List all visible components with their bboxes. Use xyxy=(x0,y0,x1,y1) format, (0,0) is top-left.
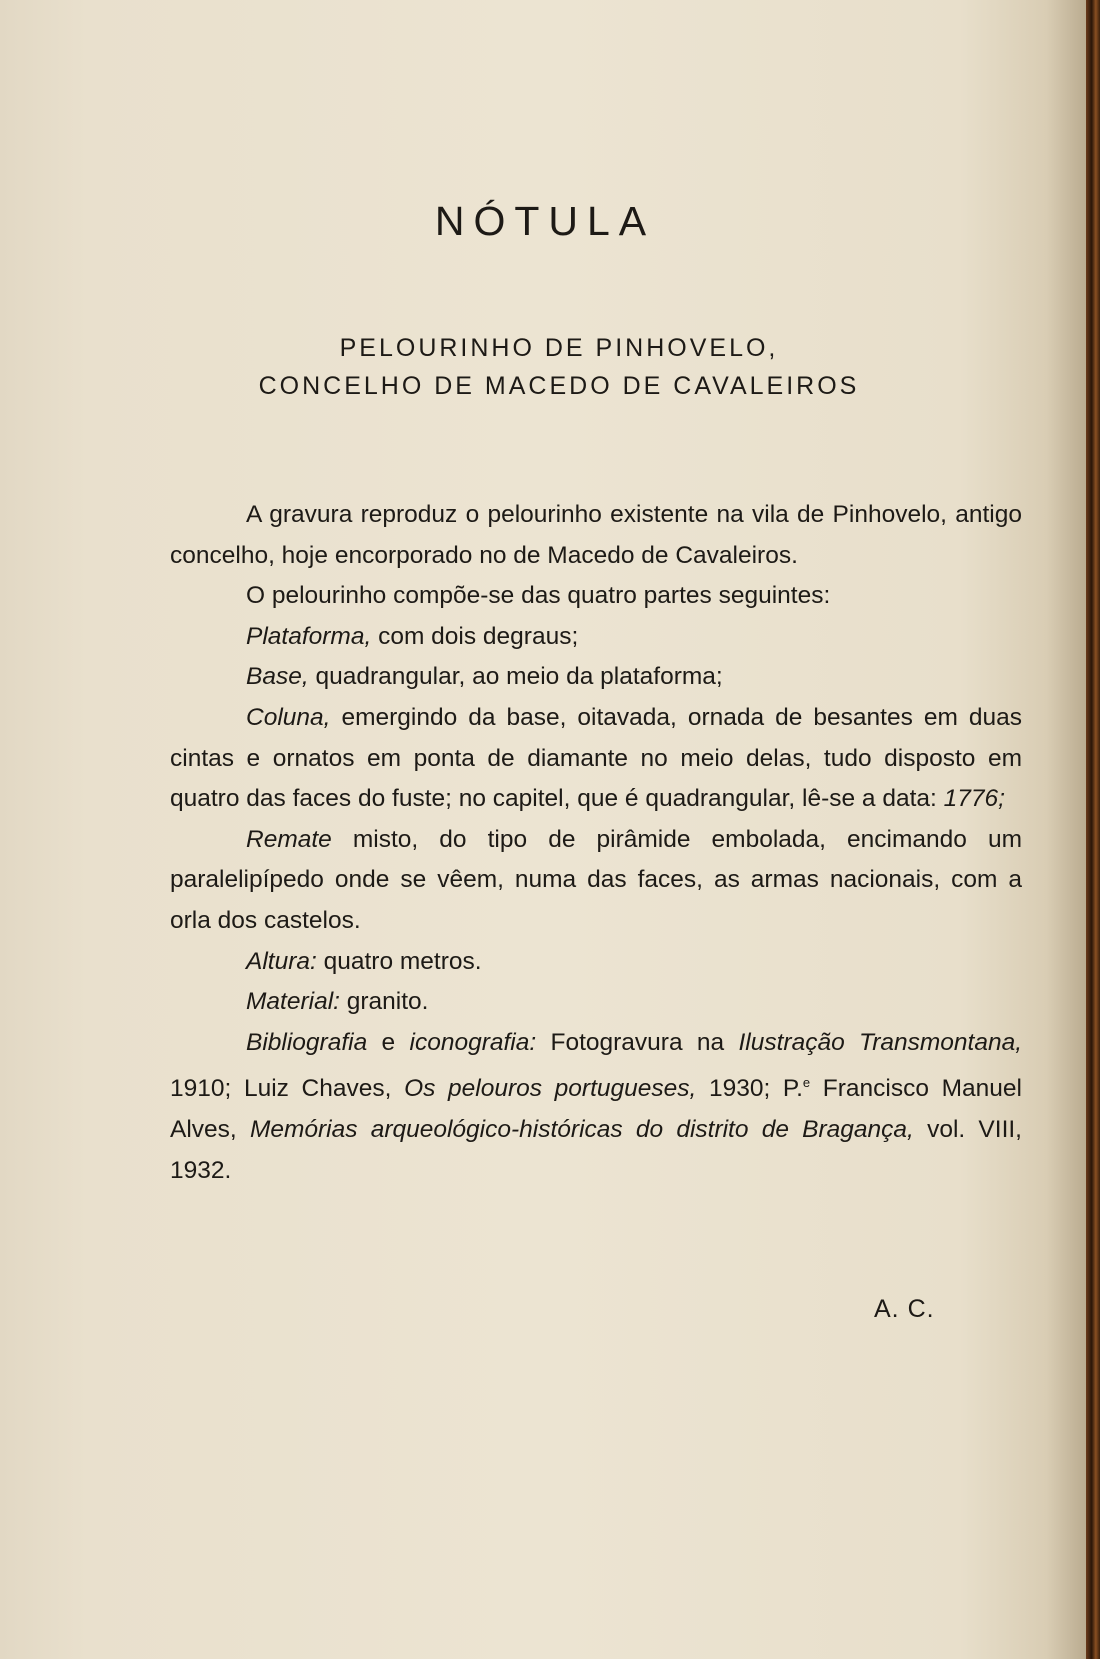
remate-label: Remate xyxy=(246,825,332,853)
iconografia-label: iconografia: xyxy=(409,1028,537,1056)
coluna-date: 1776; xyxy=(943,785,1005,813)
base-label: Base, xyxy=(246,663,309,691)
material-label: Material: xyxy=(246,988,340,1016)
bibliografia-text-2: 1910; Luiz Chaves, xyxy=(170,1075,405,1103)
coluna-text: emergindo da base, oitavada, ornada de besantes em duas cintas e ornatos em ponta de diamante no meio delas, tudo disposto em quatro das faces do fuste; no capitel, que é quadrangular, lê-se a data: xyxy=(170,703,1022,813)
author-signature: A. C. xyxy=(874,1295,935,1323)
bibliografia-text-4: Francisco Manuel Alves, xyxy=(170,1075,1022,1144)
book-spine-edge xyxy=(1086,0,1100,1659)
bibliografia-title-2: Os pelouros portugueses, xyxy=(404,1075,697,1103)
subtitle-line-2: CONCELHO DE MACEDO DE CAVALEIROS xyxy=(258,372,860,400)
bibliografia-title-1: Ilustração Transmontana, xyxy=(738,1028,1022,1056)
intro-paragraph: A gravura reproduz o pelourinho existente na vila de Pinhovelo, antigo concelho, hoje encorporado no de Macedo de Cavaleiros. xyxy=(170,501,1022,569)
bibliografia-superscript: e xyxy=(802,1075,811,1091)
plataforma-paragraph xyxy=(170,617,1022,658)
base-paragraph xyxy=(170,657,1022,698)
remate-text: misto, do tipo de pirâmide embolada, encimando um paralelipípedo onde se vêem, numa das faces, as armas nacionais, com a orla dos castelos. xyxy=(170,825,1022,934)
plataforma-text: com dois degraus; xyxy=(371,622,579,650)
bibliografia-text-5: vol. VIII, 1932. xyxy=(170,1116,1022,1184)
bibliografia-title-3: Memórias arqueológico-históricas do distrito de Bragança, xyxy=(249,1116,914,1144)
bibliografia-text-1: Fotogravura na xyxy=(536,1028,739,1056)
altura-label: Altura: xyxy=(246,947,317,975)
page-title: NÓTULA xyxy=(434,198,656,244)
altura-text: quatro metros. xyxy=(316,947,482,975)
material-text: granito. xyxy=(339,988,429,1016)
bibliografia-paragraph xyxy=(170,1023,1022,1192)
bibliografia-text-3: 1930; P. xyxy=(696,1075,803,1103)
coluna-label: Coluna, xyxy=(246,703,331,731)
parts-intro-paragraph: O pelourinho compõe-se das quatro partes seguintes: xyxy=(246,582,831,610)
bibliografia-label: Bibliografia xyxy=(246,1028,368,1056)
body-text xyxy=(170,495,1022,1191)
remate-paragraph xyxy=(170,820,1022,942)
material-paragraph xyxy=(170,982,1022,1023)
bibliografia-conjunction: e xyxy=(367,1028,410,1056)
plataforma-label: Plataforma, xyxy=(246,622,372,650)
coluna-paragraph xyxy=(170,698,1022,820)
subtitle-line-1: PELOURINHO DE PINHOVELO, xyxy=(339,334,779,362)
base-text: quadrangular, ao meio da plataforma; xyxy=(308,663,723,691)
altura-paragraph xyxy=(170,942,1022,983)
